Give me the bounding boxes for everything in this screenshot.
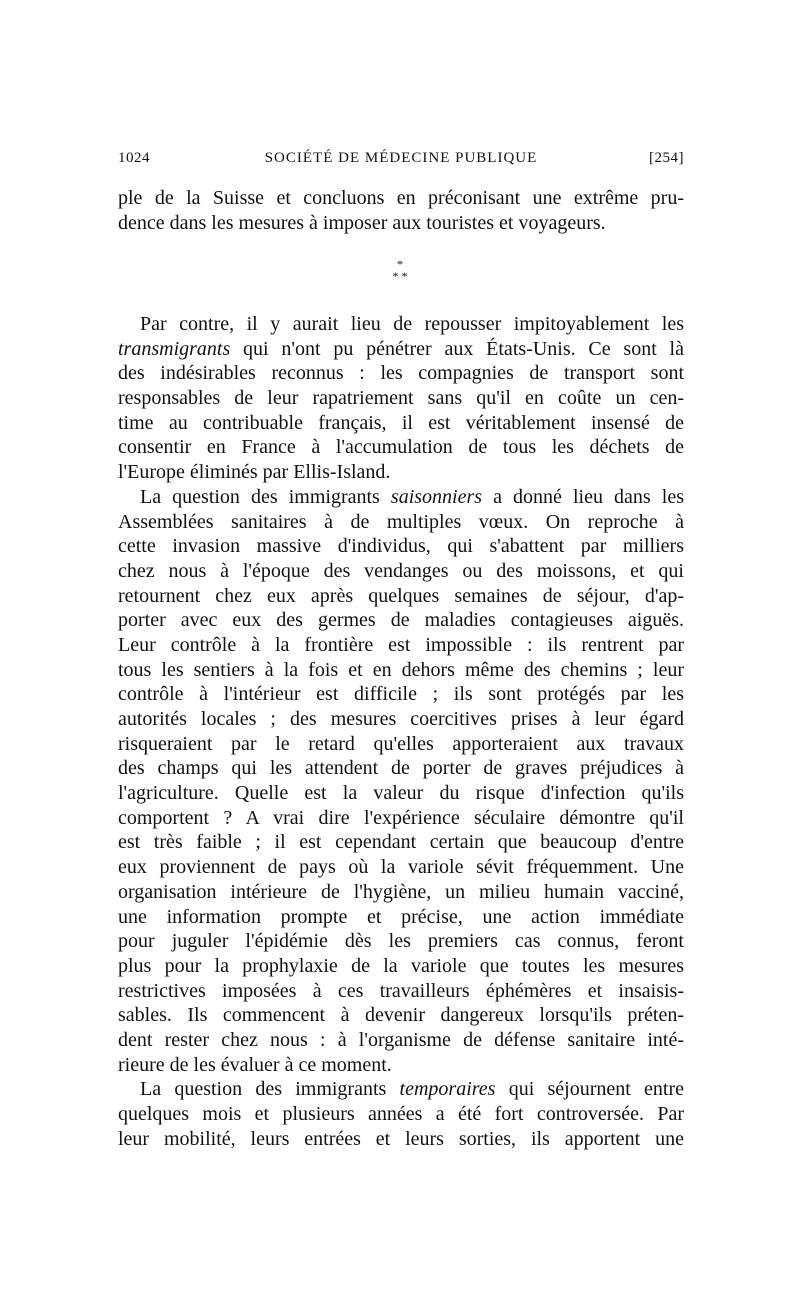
asterisk-bottom: * * xyxy=(392,269,408,283)
text-line: sables. Ils commencent à devenir dangereux lorsqu'ils préten- xyxy=(118,1004,684,1027)
text-line: l'agriculture. Quelle est la valeur du risque d'infection qu'ils xyxy=(118,782,684,805)
italic-term: temporaires xyxy=(399,1078,496,1101)
text-line: pour juguler l'épidémie dès les premiers cas connus, feront xyxy=(118,930,684,953)
text-line: restrictives imposées à ces travailleurs éphémères et insaisis- xyxy=(118,979,684,1002)
text-line: autorités locales ; des mesures coercitives prises à leur égard xyxy=(118,708,684,730)
page-number: 1024 xyxy=(118,150,150,166)
text-line: retournent chez eux après quelques semaines de séjour, d'ap- xyxy=(118,584,684,607)
text-line: Par contre, il y aurait lieu de repousser impitoyablement les xyxy=(140,313,684,335)
text-line: chez nous à l'époque des vendanges ou des moissons, et qui xyxy=(118,559,684,582)
text-line: organisation intérieure de l'hygiène, un milieu humain vacciné, xyxy=(118,880,684,903)
text-line: La question des immigrants saisonniers a donné lieu dans les xyxy=(140,485,684,508)
text-line: plus pour la prophylaxie de la variole que toutes les mesures xyxy=(118,954,684,977)
text-line: risqueraient par le retard qu'elles apporteraient aux travaux xyxy=(118,732,684,755)
text-line: ple de la Suisse et concluons en préconisant une extrême pru- xyxy=(118,187,684,209)
text-line: leur mobilité, leurs entrées et leurs sorties, ils apportent une xyxy=(118,1127,684,1150)
text-line: est très faible ; il est cependant certain que beaucoup d'entre xyxy=(118,831,684,854)
running-header xyxy=(118,150,684,172)
text-line: porter avec eux des germes de maladies contagieuses aiguës. xyxy=(118,609,684,632)
bracket-page-reference: [254] xyxy=(649,150,684,166)
text-line: une information prompte et précise, une action immédiate xyxy=(118,905,684,928)
text-line: dent rester chez nous : à l'organisme de défense sanitaire inté- xyxy=(118,1028,684,1051)
main-text-block xyxy=(118,312,684,1151)
running-title: SOCIÉTÉ DE MÉDECINE PUBLIQUE xyxy=(264,150,538,166)
text-line: l'Europe éliminés par Ellis-Island. xyxy=(118,461,391,484)
text-line: cette invasion massive d'individus, qui s'abattent par milliers xyxy=(118,535,684,558)
text-line: rieure de les évaluer à ce moment. xyxy=(118,1053,392,1076)
text-line: quelques mois et plusieurs années a été fort controversée. Par xyxy=(118,1103,684,1125)
text-line: responsables de leur rapatriement sans qu'il en coûte un cen- xyxy=(118,387,684,410)
text-line: dence dans les mesures à imposer aux touristes et voyageurs. xyxy=(118,211,606,234)
paragraph-continuation xyxy=(118,186,684,235)
text-line: contrôle à l'intérieur est difficile ; ils sont protégés par les xyxy=(118,683,684,706)
text-line: time au contribuable français, il est véritablement insensé de xyxy=(118,411,684,434)
text-line: Leur contrôle à la frontière est impossible : ils rentrent par xyxy=(118,633,684,656)
text-line: Assemblées sanitaires à de multiples vœux. On reproche à xyxy=(118,510,684,533)
text-line: eux proviennent de pays où la variole sévit fréquemment. Une xyxy=(118,856,684,879)
text-line: tous les sentiers à la fois et en dehors même des chemins ; leur xyxy=(118,658,684,681)
asterisk-top: * xyxy=(397,257,403,271)
section-separator-asterisks xyxy=(380,258,420,288)
text-line: consentir en France à l'accumulation de tous les déchets de xyxy=(118,436,684,459)
text-line: des indésirables reconnus : les compagnies de transport sont xyxy=(118,362,684,385)
text-line: La question des immigrants temporaires qui séjournent entre xyxy=(140,1078,684,1101)
italic-term: transmigrants xyxy=(118,337,231,360)
text-line: comportent ? A vrai dire l'expérience séculaire démontre qu'il xyxy=(118,806,684,829)
italic-term: saisonniers xyxy=(390,485,483,508)
text-line: des champs qui les attendent de porter de graves préjudices à xyxy=(118,757,684,780)
text-line: transmigrants qui n'ont pu pénétrer aux États-Unis. Ce sont là xyxy=(118,337,684,360)
